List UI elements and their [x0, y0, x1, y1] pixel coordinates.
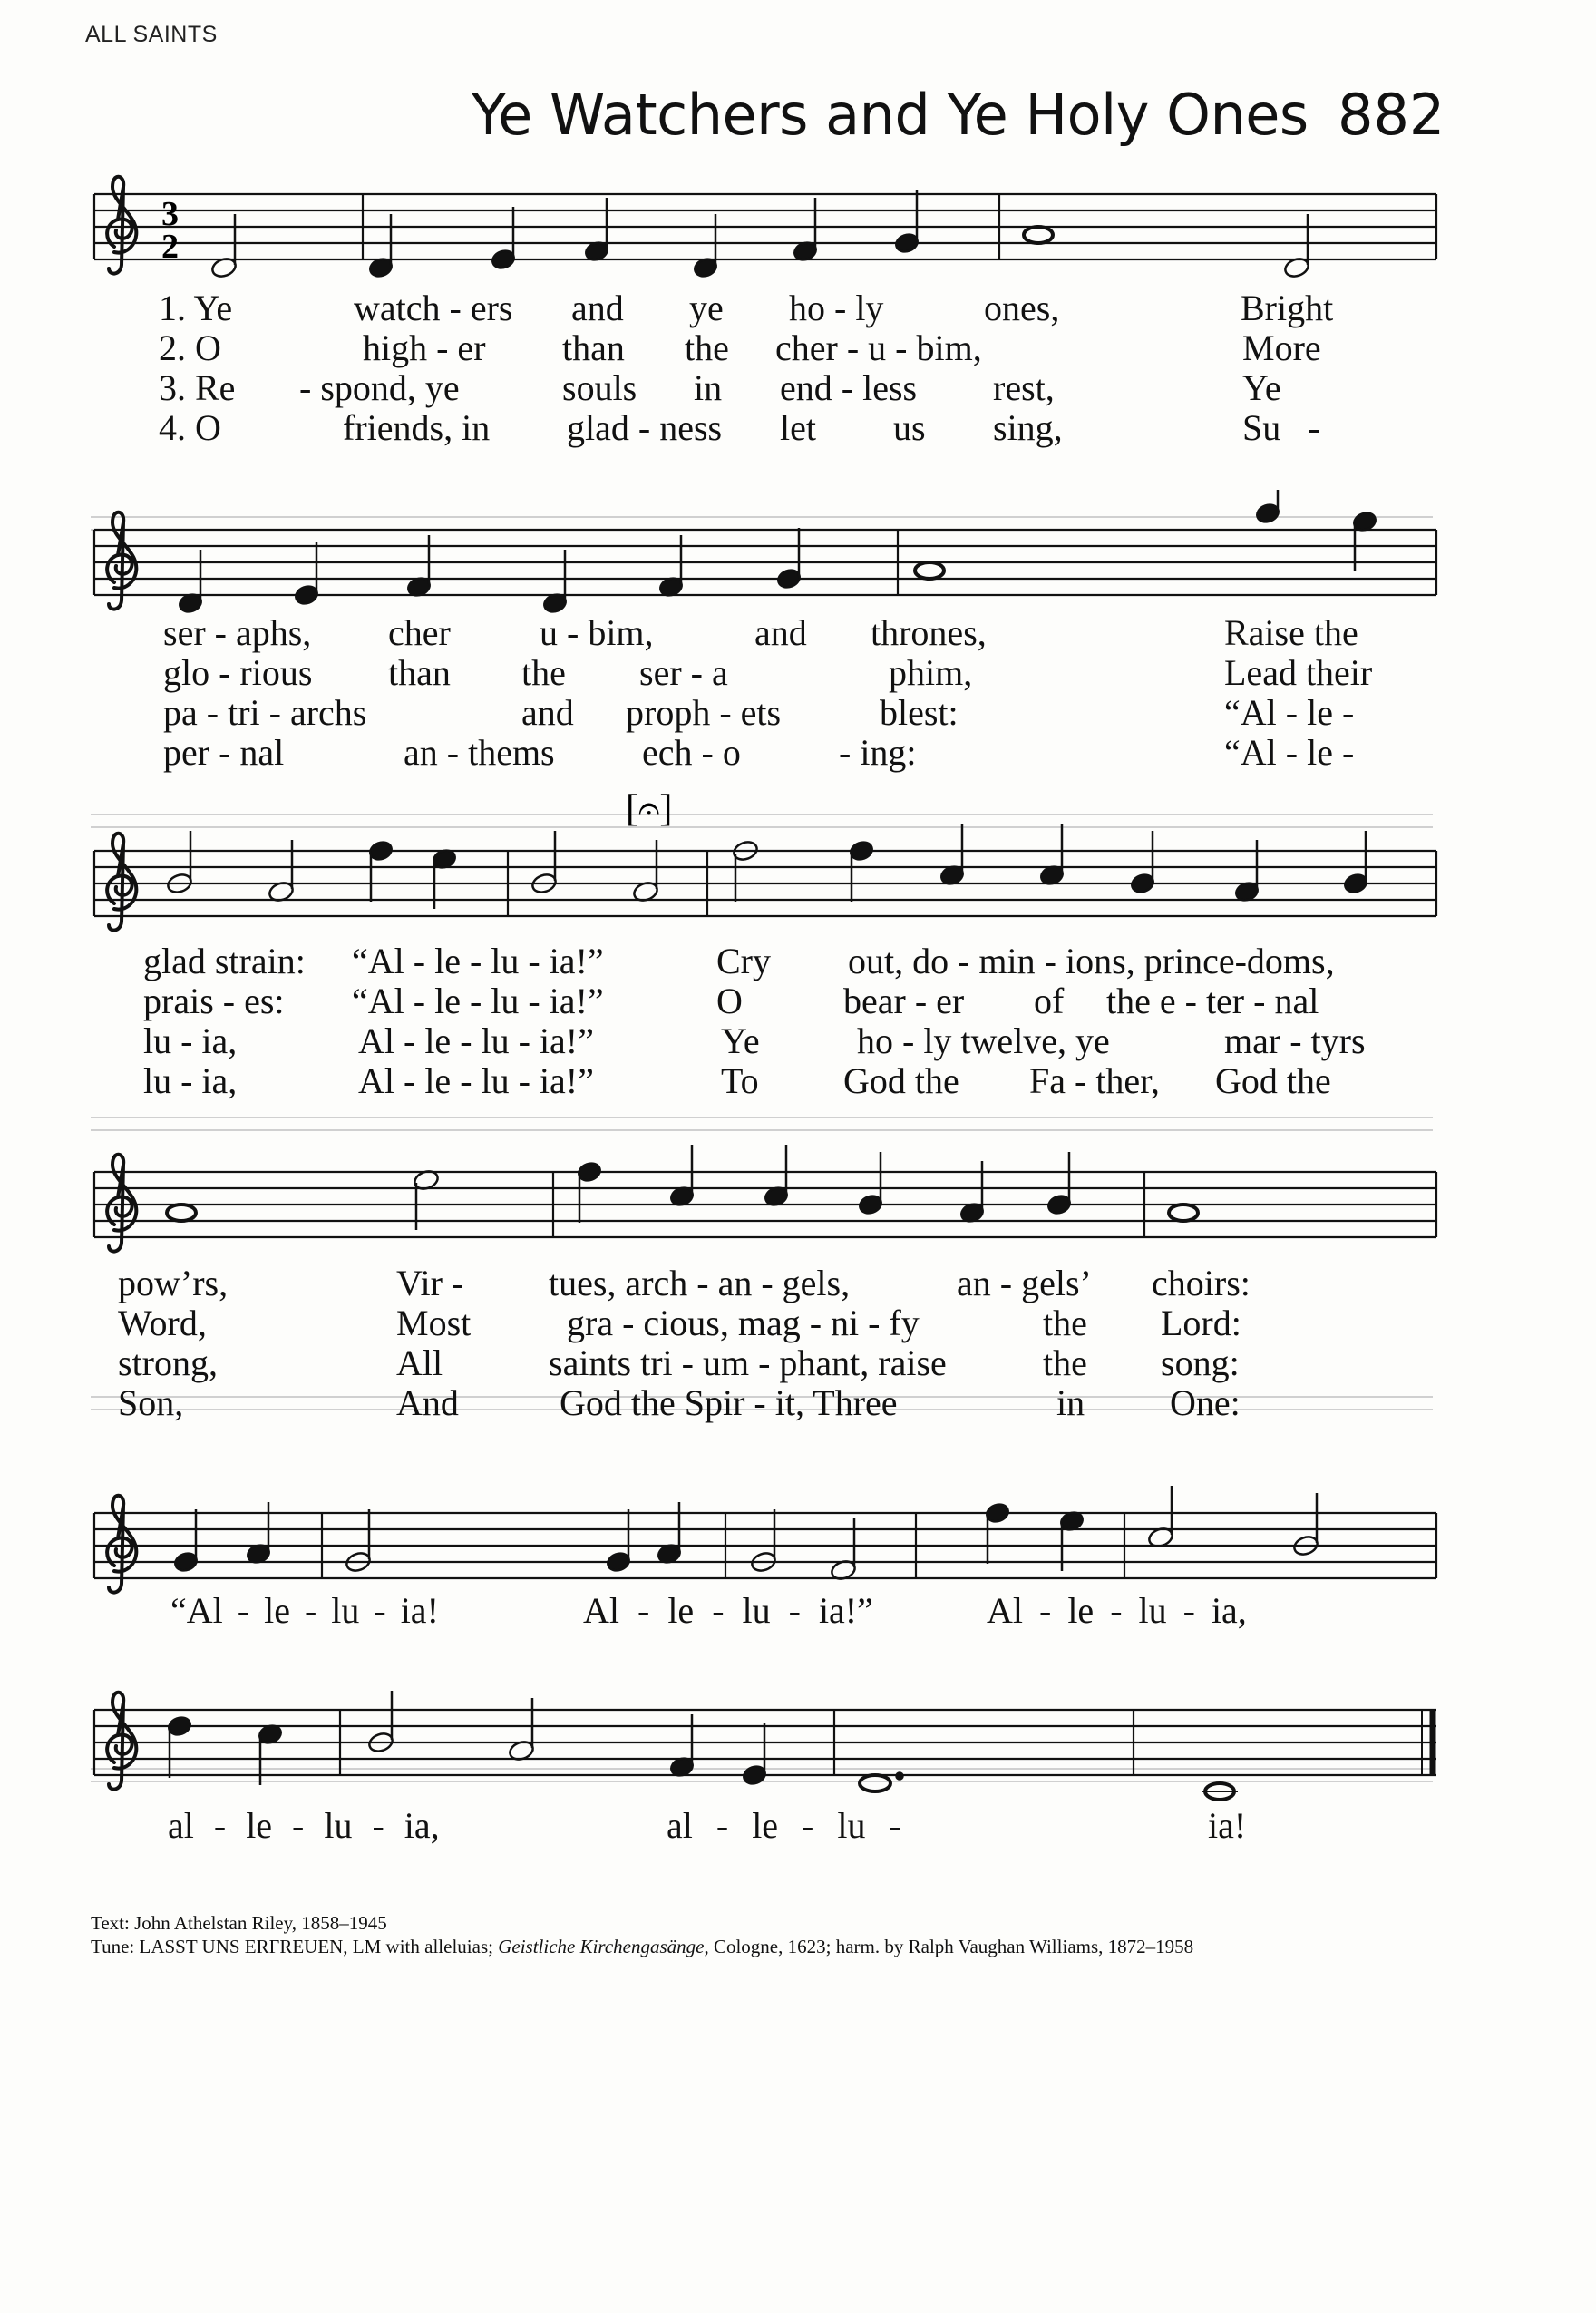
- lyric-syllable: Fa - ther,: [1029, 1060, 1160, 1101]
- tune-credit-prefix: Tune: LASST UNS ERFREUEN, LM with alleluias;: [91, 1936, 499, 1957]
- lyric-syllable: - spond, ye: [299, 367, 460, 408]
- lyric-syllable: and: [571, 288, 624, 328]
- lyric-syllable: blest:: [880, 692, 959, 733]
- lyric-syllable: ho - ly twelve, ye: [857, 1020, 1110, 1061]
- hymn-title: Ye Watchers and Ye Holy Ones: [472, 82, 1309, 148]
- lyric-syllable: thrones,: [871, 612, 987, 653]
- lyric-syllable: “Al - le - lu - ia!”: [352, 941, 604, 981]
- lyric-syllable: ia!: [1208, 1805, 1247, 1846]
- lyric-syllable: rest,: [993, 367, 1055, 408]
- lyric-syllable: the: [685, 327, 729, 368]
- section-header: ALL SAINTS: [85, 22, 218, 47]
- lyric-syllable: the e - ter - nal: [1106, 981, 1319, 1021]
- lyric-syllable: ones,: [984, 288, 1060, 328]
- lyric-syllable: Al - le - lu - ia!”: [358, 1060, 594, 1101]
- lyric-syllable: prais - es:: [143, 981, 285, 1021]
- lyric-syllable: than: [388, 652, 451, 693]
- hymn-number: 882: [1338, 82, 1445, 148]
- lyric-syllable: in: [694, 367, 723, 408]
- lyric-syllable: phim,: [889, 652, 973, 693]
- lyric-syllable: 4. O: [159, 407, 221, 448]
- lyric-syllable: us: [893, 407, 926, 448]
- lyric-syllable: friends, in: [343, 407, 491, 448]
- lyric-syllable: 3. Re: [159, 367, 236, 408]
- lyric-syllable: the: [1043, 1303, 1087, 1343]
- lyric-syllable: To: [721, 1060, 759, 1101]
- lyric-syllable: Al - le - lu - ia!”: [583, 1590, 873, 1631]
- lyric-syllable: sing,: [993, 407, 1063, 448]
- lyric-syllable: than: [562, 327, 625, 368]
- lyric-syllable: watch - ers: [354, 288, 513, 328]
- lyric-syllable: al - le - lu - ia,: [168, 1805, 440, 1846]
- lyric-syllable: “Al - le -: [1224, 692, 1355, 733]
- lyric-syllable: cher - u - bim,: [775, 327, 982, 368]
- lyric-syllable: ech - o: [642, 732, 741, 773]
- lyric-syllable: O: [716, 981, 743, 1021]
- lyric-syllable: lu - ia,: [143, 1020, 238, 1061]
- lyric-syllable: Cry: [716, 941, 771, 981]
- lyric-syllable: of: [1034, 981, 1065, 1021]
- lyric-syllable: bear - er: [843, 981, 965, 1021]
- lyric-syllable: One:: [1170, 1382, 1241, 1423]
- lyric-syllable: saints tri - um - phant, raise: [549, 1342, 947, 1383]
- lyric-syllable: ye: [689, 288, 724, 328]
- lyric-syllable: and: [521, 692, 574, 733]
- tune-credit-suffix: , Cologne, 1623; harm. by Ralph Vaughan Williams, 1872–1958: [704, 1936, 1194, 1957]
- lyric-syllable: and: [754, 612, 807, 653]
- lyric-syllable: More: [1242, 327, 1321, 368]
- lyric-syllable: proph - ets: [626, 692, 782, 733]
- lyric-syllable: Raise the: [1224, 612, 1358, 653]
- staff-system-2: [94, 490, 1436, 615]
- lyric-syllable: “Al - le -: [1224, 732, 1355, 773]
- lyric-syllable: strong,: [118, 1342, 218, 1383]
- lyric-syllable: in: [1056, 1382, 1085, 1423]
- lyric-syllable: song:: [1161, 1342, 1240, 1383]
- lyric-syllable: “Al - le - lu - ia!”: [352, 981, 604, 1021]
- lyric-syllable: “Al - le - lu - ia!: [170, 1590, 439, 1631]
- lyric-syllable: u - bim,: [540, 612, 654, 653]
- lyric-syllable: All: [396, 1342, 443, 1383]
- lyric-syllable: - ing:: [839, 732, 917, 773]
- lyric-syllable: lu - ia,: [143, 1060, 238, 1101]
- lyric-syllable: choirs:: [1152, 1263, 1251, 1303]
- lyric-syllable: out, do - min - ions, prince-doms,: [848, 941, 1335, 981]
- lyric-syllable: ser - a: [639, 652, 728, 693]
- lyric-syllable: let: [780, 407, 816, 448]
- lyric-syllable: Bright: [1241, 288, 1334, 328]
- lyric-syllable: And: [396, 1382, 459, 1423]
- lyric-syllable: Su -: [1242, 407, 1320, 448]
- staff-system-1: [94, 177, 1436, 279]
- lyric-syllable: ho - ly: [789, 288, 884, 328]
- lyric-syllable: gra - cious, mag - ni - fy: [567, 1303, 920, 1343]
- lyric-syllable: Most: [396, 1303, 472, 1343]
- lyric-syllable: Ye: [721, 1020, 760, 1061]
- lyric-syllable: Vir -: [396, 1263, 464, 1303]
- lyric-syllable: God the Spir - it, Three: [560, 1382, 898, 1423]
- lyric-syllable: an - gels’: [957, 1263, 1092, 1303]
- fermata-bracket: [𝄐]: [626, 788, 673, 830]
- staff-system-6: [94, 1691, 1436, 1800]
- time-signature-top: 3: [161, 195, 179, 233]
- time-signature-bottom: 2: [161, 228, 179, 266]
- lyric-syllable: souls: [562, 367, 637, 408]
- lyric-syllable: Al - le - lu - ia!”: [358, 1020, 594, 1061]
- lyric-syllable: tues, arch - an - gels,: [549, 1263, 851, 1303]
- lyric-syllable: an - thems: [404, 732, 555, 773]
- lyric-syllable: Word,: [118, 1303, 207, 1343]
- lyric-syllable: God the: [1215, 1060, 1331, 1101]
- staff-system-4: [94, 1145, 1436, 1252]
- lyric-syllable: al - le - lu -: [667, 1805, 901, 1846]
- lyric-syllable: pow’rs,: [118, 1263, 229, 1303]
- lyric-syllable: cher: [388, 612, 451, 653]
- lyric-syllable: 1. Ye: [159, 288, 233, 328]
- lyric-syllable: glad - ness: [567, 407, 723, 448]
- lyric-syllable: Lord:: [1161, 1303, 1241, 1343]
- lyric-syllable: 2. O: [159, 327, 221, 368]
- lyric-syllable: glo - rious: [163, 652, 313, 693]
- lyric-syllable: per - nal: [163, 732, 285, 773]
- lyric-syllable: the: [521, 652, 566, 693]
- staff-system-3: [94, 788, 1436, 931]
- lyric-syllable: high - er: [363, 327, 486, 368]
- lyric-syllable: Son,: [118, 1382, 184, 1423]
- lyric-syllable: the: [1043, 1342, 1087, 1383]
- lyric-syllable: glad strain:: [143, 941, 306, 981]
- lyric-syllable: Lead their: [1224, 652, 1373, 693]
- tune-credit-source: Geistliche Kirchengasänge: [498, 1936, 705, 1957]
- lyric-syllable: God the: [843, 1060, 959, 1101]
- staff-system-5: [94, 1486, 1436, 1593]
- lyric-syllable: mar - tyrs: [1224, 1020, 1366, 1061]
- lyric-syllable: Al - le - lu - ia,: [987, 1590, 1247, 1631]
- tune-credit: [91, 1936, 1193, 1958]
- lyric-syllable: end - less: [780, 367, 918, 408]
- lyric-syllable: pa - tri - archs: [163, 692, 367, 733]
- text-credit: Text: John Athelstan Riley, 1858–1945: [91, 1912, 387, 1934]
- lyric-syllable: ser - aphs,: [163, 612, 312, 653]
- lyric-syllable: Ye: [1242, 367, 1281, 408]
